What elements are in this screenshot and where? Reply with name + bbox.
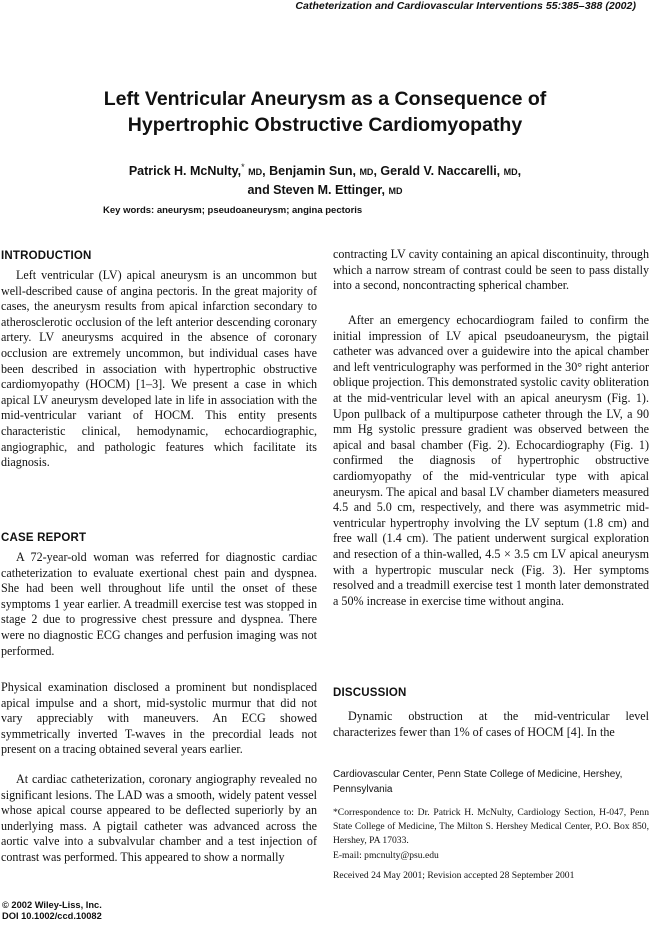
- degree-md: MD: [388, 186, 403, 197]
- author-sun: Benjamin Sun,: [269, 164, 356, 179]
- affiliation: Cardiovascular Center, Penn State College of Medicine, Hershey, Pennsylvania: [333, 769, 623, 795]
- case-report-continuation: contracting LV cavity containing an apical discontinuity, through which a narrow stream of contrast could be seen to pass distally into a second, noncontracting spherical chamber.: [333, 247, 649, 293]
- journal-header: Catheterization and Cardiovascular Interventions 55:385–388 (2002): [295, 0, 636, 12]
- degree-md: MD: [248, 167, 263, 178]
- author-list: [0, 158, 650, 200]
- case-report-heading: CASE REPORT: [1, 532, 87, 544]
- copyright-block: [2, 900, 102, 922]
- discussion-heading: DISCUSSION: [333, 687, 407, 699]
- correspondence-email: E-mail: pmcnulty@psu.edu: [333, 849, 439, 861]
- discussion-paragraph: Dynamic obstruction at the mid-ventricular level characterizes fewer than 1% of cases of HOCM [4]. In the: [333, 709, 649, 739]
- introduction-heading: INTRODUCTION: [1, 250, 92, 262]
- author-naccarelli: Gerald V. Naccarelli,: [380, 164, 501, 179]
- doi-line: DOI 10.1002/ccd.10082: [2, 911, 102, 921]
- author-mcnulty: Patrick H. McNulty,: [128, 164, 242, 179]
- copyright-line: © 2002 Wiley-Liss, Inc.: [2, 900, 102, 910]
- author-ettinger: and Steven M. Ettinger,: [247, 183, 386, 198]
- received-dates: Received 24 May 2001; Revision accepted 28 September 2001: [333, 870, 575, 881]
- author-line-2: [0, 181, 650, 200]
- title-line-2: Hypertrophic Obstructive Cardiomyopathy: [127, 114, 523, 136]
- correspondence-address: *Correspondence to: Dr. Patrick H. McNulty, Cardiology Section, H-047, Penn State College of Medicine, The Milton S. Hershey Medical Center, P.O. Box 850, Hershey, PA 17033.: [333, 807, 649, 847]
- degree-md: MD: [503, 167, 518, 178]
- degree-md: MD: [359, 167, 374, 178]
- case-report-paragraph-3: At cardiac catheterization, coronary angiography revealed no significant lesions. The LAD was a smooth, widely patent vessel whose apical course appeared to be deflected superiorly by an underlying mass. A pigtail catheter was advanced across the aortic valve into a subvalvular chamber and a test injection of contrast was performed. This appeared to show a normally: [1, 772, 317, 864]
- author-line-1: Patrick H. McNulty,* MD, Benjamin Sun, MD, Gerald V. Naccarelli, MD,: [128, 162, 522, 179]
- case-report-paragraph-1: A 72-year-old woman was referred for diagnostic cardiac catheterization to evaluate exertional chest pain and dyspnea. She had been well throughout life until the onset of these symptoms 1 year earlier. A treadmill exercise test was stopped in stage 2 due to progressive chest pressure and dyspnea. There were no diagnostic ECG changes and perfusion imaging was not performed.: [1, 550, 317, 658]
- corresponding-mark: *: [241, 162, 245, 172]
- introduction-paragraph: Left ventricular (LV) apical aneurysm is an uncommon but well-described cause of angina pectoris. In the great majority of cases, the aneurysm results from apical infarction secondary to atherosclerotic occlusion of the left anterior descending coronary artery. LV aneurysms acquired in the absence of coronary occlusion are extremely uncommon, but individual cases have been described in association with hypertrophic obstructive cardiomyopathy (HOCM) [1–3]. We present a case in which apical LV aneurysm developed late in life in association with the mid-ventricular variant of HOCM. This entity presents characteristic clinical, hemodynamic, echocardiographic, angiographic, and pathologic features which facilitate its diagnosis.: [1, 268, 317, 470]
- keywords: Key words: aneurysm; pseudoaneurysm; angina pectoris: [103, 205, 363, 216]
- title-line-1: Left Ventricular Aneurysm as a Consequence of: [103, 88, 547, 110]
- case-report-paragraph-4: After an emergency echocardiogram failed to confirm the initial impression of LV apical pseudoaneurysm, the pigtail catheter was advanced over a guidewire into the apical chamber and left ventriculography was performed in the 30° right anterior oblique projection. This demonstrated systolic cavity obliteration at the mid-ventricular level with an apical aneurysm (Fig. 1). Upon pullback of a multipurpose catheter through the LV, a 90 mm Hg systolic pressure gradient was observed between the apical and basal chamber (Fig. 2). Echocardiography (Fig. 1) confirmed the diagnosis of hypertrophic obstructive cardiomyopathy of the mid-ventricular type with apical aneurysm. The apical and basal LV chamber diameters measured 4.5 and 5.0 cm, respectively, and there was asymmetric mid-ventricular hypertrophy involving the LV septum (1.8 cm) and free wall (1.4 cm). The patient underwent surgical exploration and resection of a thin-walled, 4.5 × 3.5 cm LV apical aneurysm with a hypertropic muscular neck (Fig. 3). Her symptoms resolved and a treadmill exercise test 1 month later demonstrated a 50% increase in exercise time without angina.: [333, 313, 649, 608]
- article-title: [0, 86, 650, 138]
- case-report-paragraph-2: Physical examination disclosed a prominent but nondisplaced apical impulse and a short, mid-systolic murmur that did not vary appreciably with maneuvers. An ECG showed symmetrically inverted T-waves in the precordial leads not present on a tracing obtained several years earlier.: [1, 680, 317, 757]
- correspondence-note: [333, 806, 649, 863]
